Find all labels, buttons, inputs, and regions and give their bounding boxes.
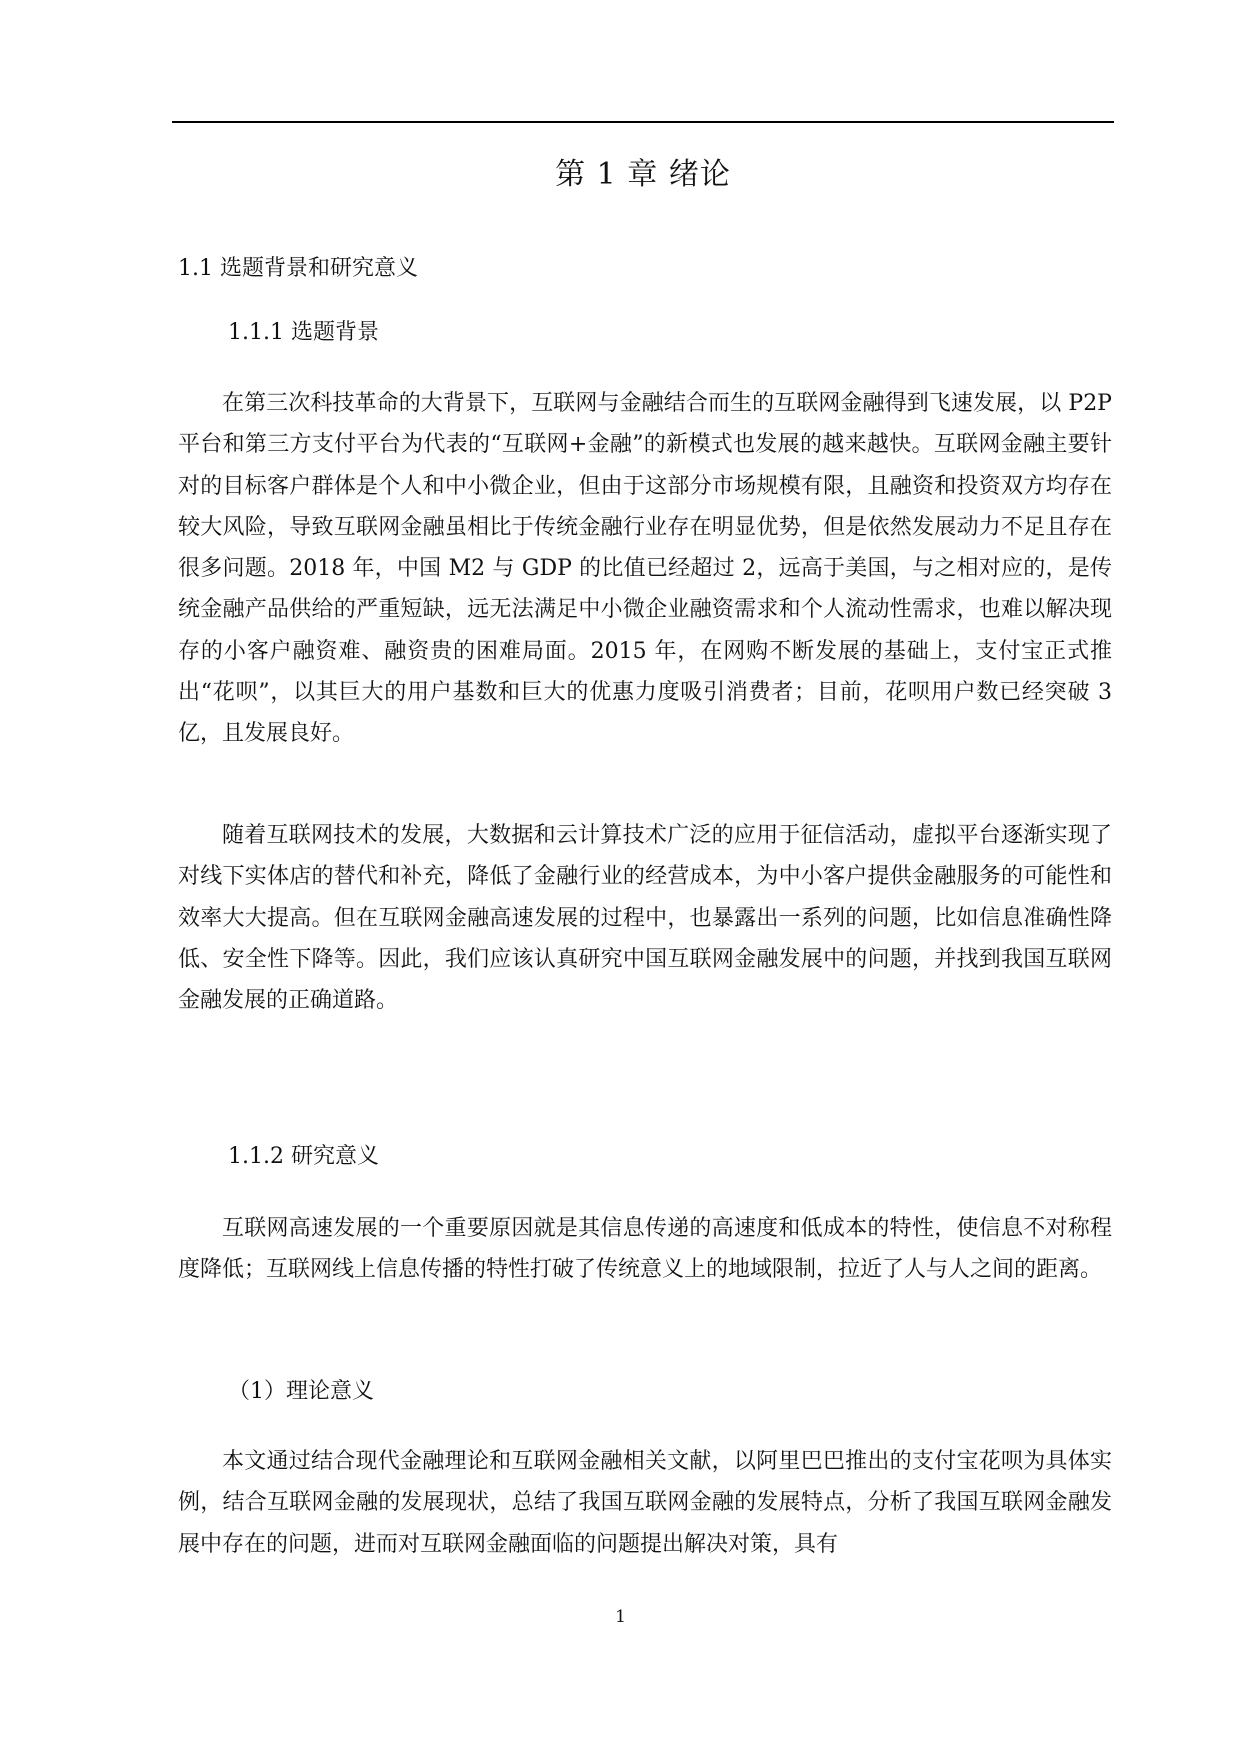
section-heading: 1.1 选题背景和研究意义 — [178, 256, 418, 281]
header-rule — [172, 121, 1114, 123]
subsection-heading-significance: 1.1.2 研究意义 — [228, 1144, 379, 1169]
chapter-title: 第 1 章 绪论 — [555, 157, 731, 192]
paragraph-background-2: 随着互联网技术的发展，大数据和云计算技术广泛的应用于征信活动，虚拟平台逐渐实现了对线下实体店的替代和补充，降低了金融行业的经营成本，为中小客户提供金融服务的可能性和效率大大提高。但在互联网金融高速发展的过程中，也暴露出一系列的问题，比如信息准确性降低、安全性下降等。因此，我们应该认真研究中国互联网金融发展中的问题，并找到我国互联网金融发展的正确道路。 — [178, 823, 1112, 1014]
paragraph-significance-1: 互联网高速发展的一个重要原因就是其信息传递的高速度和低成本的特性，使信息不对称程度降低；互联网线上信息传播的特性打破了传统意义上的地域限制，拉近了人与人之间的距离。 — [178, 1216, 1112, 1283]
paragraph-theory: 本文通过结合现代金融理论和互联网金融相关文献，以阿里巴巴推出的支付宝花呗为具体实例，结合互联网金融的发展现状，总结了我国互联网金融的发展特点，分析了我国互联网金融发展中存在的问题，进而对互联网金融面临的问题提出解决对策，具有 — [178, 1449, 1112, 1557]
paragraph-background-1: 在第三次科技革命的大背景下，互联网与金融结合而生的互联网金融得到飞速发展，以 P2P 平台和第三方支付平台为代表的“互联网+金融”的新模式也发展的越来越快。互联网金融主要针对的目标客户群体是个人和中小微企业，但由于这部分市场规模有限，且融资和投资双方均存在较大风险，导致互联网金融虽相比于传统金融行业存在明显优势，但是依然发展动力不足且存在很多问题。2018 年，中国 M2 与 GDP 的比值已经超过 2，远高于美国，与之相对应的，是传统金融产品供给的严重短缺，远无法满足中小微企业融资需求和个人流动性需求，也难以解决现存的小客户融资难、融资贵的困难局面。2015 年，在网购不断发展的基础上，支付宝正式推出“花呗”，以其巨大的用户基数和巨大的优惠力度吸引消费者；目前，花呗用户数已经突破 3 亿，且发展良好。 — [178, 391, 1112, 747]
page-number: 1 — [615, 1607, 626, 1627]
theory-heading: （1）理论意义 — [228, 1379, 374, 1404]
subsection-heading-background: 1.1.1 选题背景 — [228, 320, 379, 345]
